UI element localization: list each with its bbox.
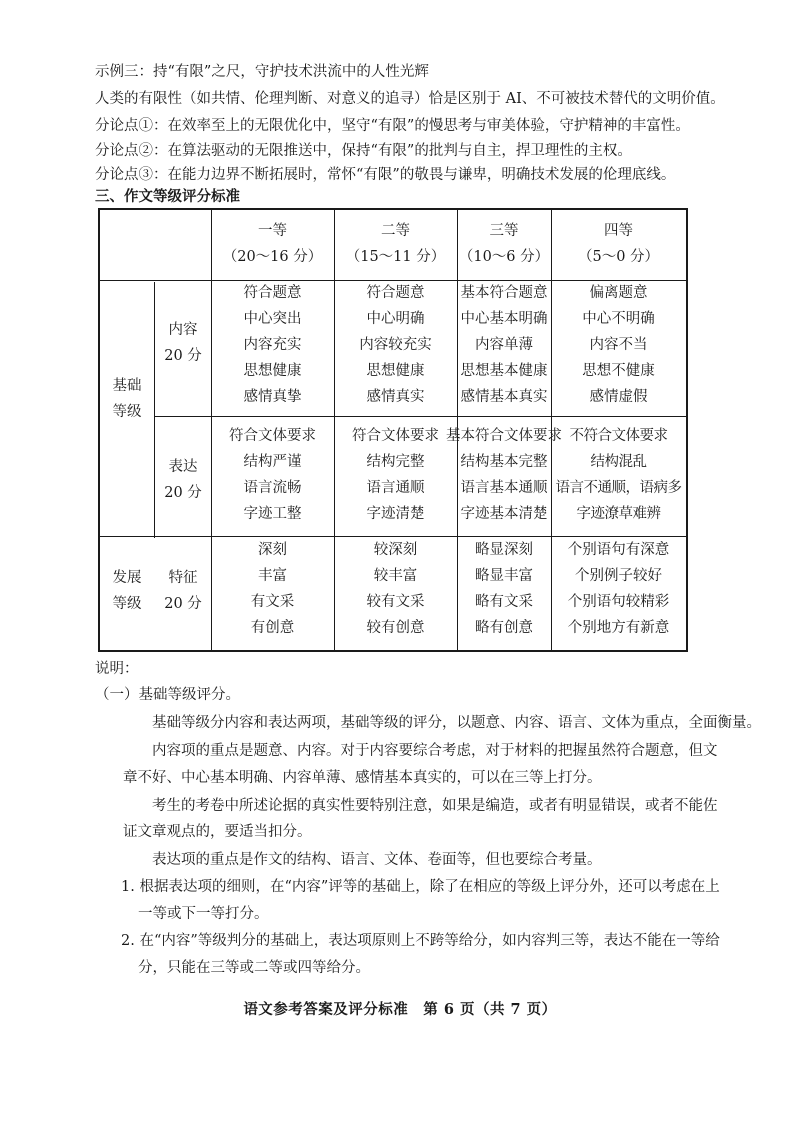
note-line-1: 基础等级分内容和表达两项，基础等级的评分，以题意、内容、语言、文体为重点，全面衡量。 bbox=[152, 715, 761, 731]
note-line-9: 2. 在“内容”等级判分的基础上，表达项原则上不跨等给分，如内容判三等，表达不能在一等给 bbox=[121, 933, 720, 949]
thesis-line: 人类的有限性（如共情、伦理判断、对意义的追寻）恰是区别于 AI、不可被技术替代的文明价值。 bbox=[95, 91, 725, 107]
section-title: 三、作文等级评分标准 bbox=[95, 188, 240, 205]
content-grade-3: 基本符合题意 中心基本明确 内容单薄 思想基本健康 感情基本真实 bbox=[460, 285, 548, 405]
grade-header-1: 一等 （20～16 分） bbox=[222, 223, 323, 265]
example-title: 示例三：持“有限”之尺，守护技术洪流中的人性光辉 bbox=[95, 64, 429, 80]
grade-header-2: 二等 （15～11 分） bbox=[345, 223, 446, 265]
expression-grade-3: 基本符合文体要求 结构基本完整 语言基本通顺 字迹基本清楚 bbox=[446, 428, 562, 522]
note-line-4: 考生的考卷中所述论据的真实性要特别注意，如果是编造，或者有明显错误，或者不能佐 bbox=[152, 798, 718, 814]
expression-grade-2: 符合文体要求 结构完整 语言通顺 字迹清楚 bbox=[352, 428, 439, 522]
note-line-2: 内容项的重点是题意、内容。对于内容要综合考虑，对于材料的把握虽然符合题意，但文 bbox=[152, 743, 718, 759]
feature-grade-4: 个别语句有深意 个别例子较好 个别语句较精彩 个别地方有新意 bbox=[567, 542, 670, 636]
note-line-3: 章不好、中心基本明确、内容单薄、感情基本真实的，可以在三等上打分。 bbox=[123, 770, 602, 786]
feature-grade-2: 较深刻 较丰富 较有文采 较有创意 bbox=[366, 542, 425, 636]
row-label-content: 内容 20 分 bbox=[164, 322, 202, 364]
content-grade-4: 偏离题意 中心不明确 内容不当 思想不健康 感情虚假 bbox=[582, 285, 655, 405]
subpoint-3: 分论点③：在能力边界不断拓展时，常怀“有限”的敬畏与谦卑，明确技术发展的伦理底线。 bbox=[95, 167, 676, 183]
group-basic: 基础 等级 bbox=[112, 378, 142, 420]
subpoint-1: 分论点①：在效率至上的无限优化中，坚守“有限”的慢思考与审美体验，守护精神的丰富性。 bbox=[95, 118, 690, 134]
expression-grade-1: 符合文体要求 结构严谨 语言流畅 字迹工整 bbox=[229, 428, 316, 522]
notes-subheading: （一）基础等级评分。 bbox=[95, 687, 240, 703]
feature-grade-3: 略显深刻 略显丰富 略有文采 略有创意 bbox=[475, 542, 533, 636]
row-label-expression: 表达 20 分 bbox=[164, 459, 202, 501]
note-line-6: 表达项的重点是作文的结构、语言、文体、卷面等，但也要综合考量。 bbox=[152, 852, 602, 868]
page-footer: 语文参考答案及评分标准 第 6 页（共 7 页） bbox=[243, 1001, 557, 1018]
note-line-8: 一等或下一等打分。 bbox=[138, 906, 269, 922]
subpoint-2: 分论点②：在算法驱动的无限推送中，保持“有限”的批判与自主，捍卫理性的主权。 bbox=[95, 143, 632, 159]
feature-grade-1: 深刻 丰富 有文采 有创意 bbox=[250, 542, 295, 636]
group-develop: 发展 等级 bbox=[112, 570, 142, 612]
grade-header-3: 三等 （10～6 分） bbox=[458, 223, 550, 265]
expression-grade-4: 不符合文体要求 结构混乱 语言不通顺，语病多 字迹潦草难辨 bbox=[555, 428, 682, 522]
content-grade-2: 符合题意 中心明确 内容较充实 思想健康 感情真实 bbox=[359, 285, 432, 405]
row-label-feature: 特征 20 分 bbox=[164, 570, 202, 612]
note-line-10: 分，只能在三等或二等或四等给分。 bbox=[138, 960, 370, 976]
notes-heading: 说明： bbox=[95, 661, 139, 677]
grade-header-4: 四等 （5～0 分） bbox=[577, 223, 660, 265]
note-line-5: 证文章观点的，要适当扣分。 bbox=[123, 824, 312, 840]
content-grade-1: 符合题意 中心突出 内容充实 思想健康 感情真挚 bbox=[243, 285, 302, 405]
note-line-7: 1. 根据表达项的细则，在“内容”评等的基础上，除了在相应的等级上评分外，还可以考虑在上 bbox=[121, 879, 720, 895]
